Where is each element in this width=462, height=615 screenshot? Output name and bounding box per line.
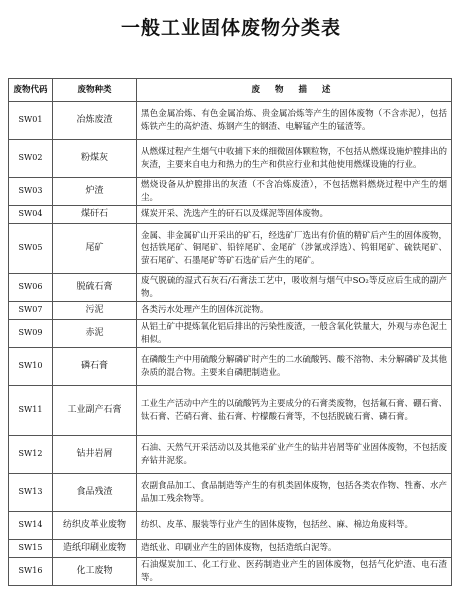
table-row — [9, 436, 452, 474]
table-row — [9, 386, 452, 436]
waste-code-cell: SW06 — [9, 274, 53, 302]
table-row — [9, 102, 452, 140]
waste-description-cell: 从燃煤过程产生烟气中收捕下来的细微固体颗粒物，不包括从燃煤设施炉膛排出的灰渣，主要来自电力和热力的生产和供应行业和其他使用燃煤设施的行业。 — [137, 140, 452, 178]
waste-code-cell: SW10 — [9, 348, 53, 386]
waste-type-cell: 炉渣 — [53, 178, 137, 206]
waste-code-cell: SW09 — [9, 320, 53, 348]
waste-description-cell: 金属、非金属矿山开采出的矿石，经选矿厂选出有价值的精矿后产生的固体废物，包括铁尾矿、铜尾矿、铅锌尾矿、金尾矿（涉氰或浮选）、钨钼尾矿、硫铁尾矿、萤石尾矿、石墨尾矿等矿石选矿后产生的尾矿。 — [137, 224, 452, 274]
table-row — [9, 320, 452, 348]
table-row — [9, 512, 452, 540]
waste-description-cell: 各类污水处理产生的固体沉淀物。 — [137, 302, 452, 320]
waste-description-cell: 纺织、皮革、服装等行业产生的固体废物，包括丝、麻、棉边角废料等。 — [137, 512, 452, 540]
table-row — [9, 558, 452, 586]
table-row — [9, 206, 452, 224]
waste-code-cell: SW12 — [9, 436, 53, 474]
table-header-row — [9, 79, 452, 102]
table-row — [9, 302, 452, 320]
header-waste-description: 废 物 描 述 — [137, 79, 452, 102]
waste-type-cell: 粉煤灰 — [53, 140, 137, 178]
waste-type-cell: 磷石膏 — [53, 348, 137, 386]
waste-type-cell: 污泥 — [53, 302, 137, 320]
waste-code-cell: SW15 — [9, 540, 53, 558]
waste-code-cell: SW14 — [9, 512, 53, 540]
waste-type-cell: 冶炼废渣 — [53, 102, 137, 140]
waste-code-cell: SW16 — [9, 558, 53, 586]
waste-code-cell: SW02 — [9, 140, 53, 178]
table-row — [9, 474, 452, 512]
waste-classification-table — [8, 78, 452, 586]
table-row — [9, 540, 452, 558]
waste-type-cell: 食品残渣 — [53, 474, 137, 512]
waste-description-cell: 石油煤炭加工、化工行业、医药制造业产生的固体废物，包括气化炉渣、电石渣等。 — [137, 558, 452, 586]
header-waste-type: 废物种类 — [53, 79, 137, 102]
waste-description-cell: 黑色金属冶炼、有色金属冶炼、贵金属冶炼等产生的固体废物（不含赤泥），包括炼铁产生的高炉渣、炼钢产生的钢渣、电解锰产生的锰渣等。 — [137, 102, 452, 140]
header-waste-code: 废物代码 — [9, 79, 53, 102]
waste-code-cell: SW04 — [9, 206, 53, 224]
waste-code-cell: SW03 — [9, 178, 53, 206]
waste-code-cell: SW01 — [9, 102, 53, 140]
page-title: 一般工业固体废物分类表 — [120, 17, 341, 39]
waste-description-cell: 工业生产活动中产生的以硫酸钙为主要成分的石膏类废物，包括氟石膏、硼石膏、钛石膏、芒硝石膏、盐石膏、柠檬酸石膏等，不包括脱硫石膏、磷石膏。 — [137, 386, 452, 436]
table-row — [9, 224, 452, 274]
waste-description-cell: 造纸业、印刷业产生的固体废物，包括造纸白泥等。 — [137, 540, 452, 558]
waste-type-cell: 脱硫石膏 — [53, 274, 137, 302]
table-row — [9, 178, 452, 206]
table-row — [9, 140, 452, 178]
waste-type-cell: 煤矸石 — [53, 206, 137, 224]
waste-description-cell: 农副食品加工、食品制造等产生的有机类固体废物，包括各类农作物、牲畜、水产品加工残余物等。 — [137, 474, 452, 512]
waste-description-cell: 石油、天然气开采活动以及其他采矿业产生的钻井岩屑等矿业固体废物，不包括废弃钻井泥浆。 — [137, 436, 452, 474]
waste-type-cell: 纺织皮革业废物 — [53, 512, 137, 540]
waste-description-cell: 煤炭开采、洗选产生的矸石以及煤泥等固体废物。 — [137, 206, 452, 224]
waste-type-cell: 化工废物 — [53, 558, 137, 586]
waste-type-cell: 工业副产石膏 — [53, 386, 137, 436]
waste-description-cell: 从铝土矿中提炼氧化铝后排出的污染性废渣，一般含氧化铁量大，外观与赤色泥土相似。 — [137, 320, 452, 348]
waste-code-cell: SW07 — [9, 302, 53, 320]
waste-code-cell: SW11 — [9, 386, 53, 436]
waste-type-cell: 造纸印刷业废物 — [53, 540, 137, 558]
waste-description-cell: 在磷酸生产中用硫酸分解磷矿时产生的二水硫酸钙、酸不溶物、未分解磷矿及其他杂质的混合物。主要来自磷肥制造业。 — [137, 348, 452, 386]
waste-description-cell: 燃烧设备从炉膛排出的灰渣（不含冶炼废渣），不包括燃料燃烧过程中产生的烟尘。 — [137, 178, 452, 206]
waste-type-cell: 钻井岩屑 — [53, 436, 137, 474]
table-row — [9, 348, 452, 386]
waste-description-cell: 废气脱硫的湿式石灰石/石膏法工艺中，吸收剂与烟气中SO₂等反应后生成的副产物。 — [137, 274, 452, 302]
waste-type-cell: 赤泥 — [53, 320, 137, 348]
waste-code-cell: SW13 — [9, 474, 53, 512]
waste-type-cell: 尾矿 — [53, 224, 137, 274]
waste-code-cell: SW05 — [9, 224, 53, 274]
table-row — [9, 274, 452, 302]
